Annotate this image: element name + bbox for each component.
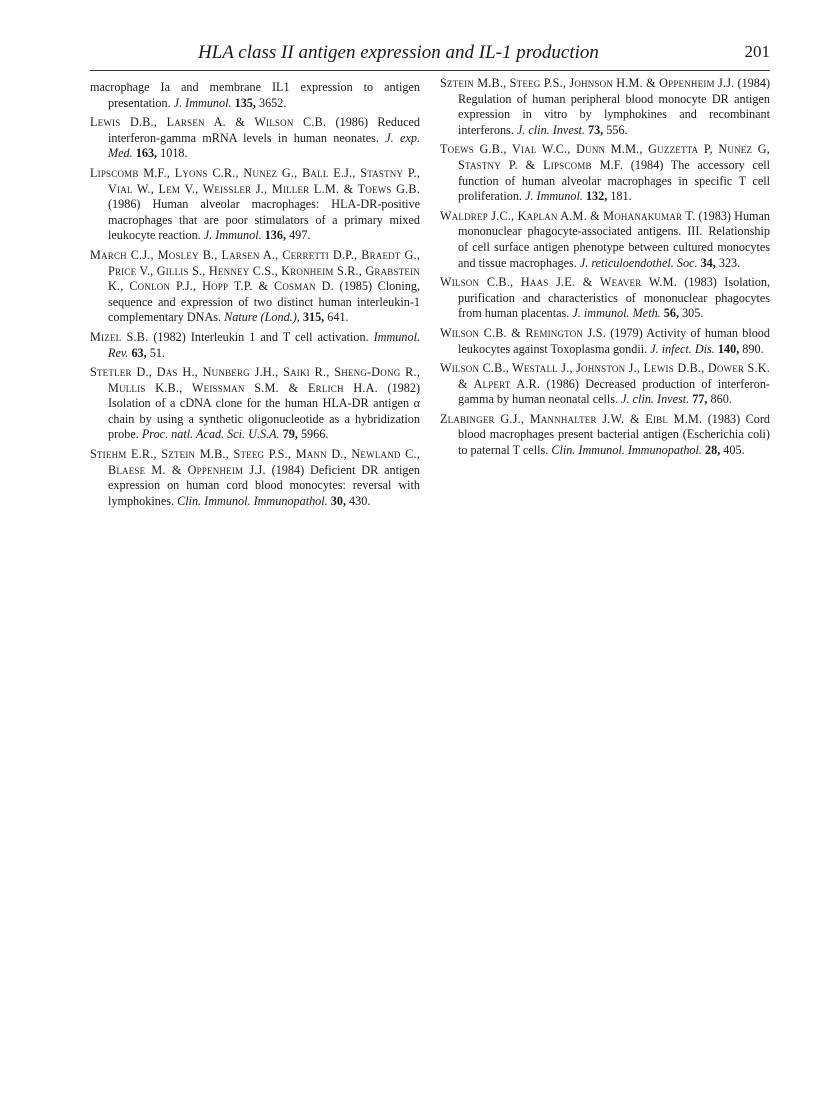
page-number: 201 (744, 42, 770, 61)
reference-journal: J. Immunol. (173, 95, 232, 110)
reference-volume: 56, (663, 306, 680, 321)
reference-title: (1982) Interleukin 1 and T cell activation. (153, 329, 369, 344)
reference-entry (440, 326, 770, 357)
reference-journal: Proc. natl. Acad. Sci. U.S.A. (141, 427, 280, 442)
reference-entry (90, 447, 420, 509)
reference-pages: 323. (718, 255, 741, 270)
reference-title: (1984) Regulation of human peripheral blood monocyte DR antigen expression in vitro by lymphokines and recombinant interferons. (458, 76, 771, 137)
reference-pages: 1018. (160, 146, 188, 161)
reference-title: (1985) Cloning, sequence and expression of two distinct human interleukin-1 complementary DNAs. (108, 279, 420, 325)
reference-pages: 641. (327, 310, 349, 325)
reference-journal: J. clin. Invest. (621, 392, 690, 407)
reference-entry (90, 166, 420, 244)
reference-title: (1983) Isolation, purification and characteristics of mononuclear phagocytes from human placentas. (458, 275, 770, 321)
reference-authors: Stiehm E.R., Sztein M.B., Steeg P.S., Mann D., Newland C., Blaese M. & Oppenheim J.J. (90, 447, 420, 477)
reference-authors: Wilson C.B., Westall J., Johnston J., Lewis D.B., Dower S.K. & Alpert A.R. (440, 361, 770, 391)
reference-authors: March C.J., Mosley B., Larsen A., Cerretti D.P., Braedt G., Price V., Gillis S., Henney C.S., Kronheim S.R., Grabstein K., Conlon P.J., Hopp T.P. & Cosman D. (90, 247, 420, 294)
reference-volume: 315, (302, 310, 325, 325)
reference-title: (1982) Isolation of a cDNA clone for the human HLA-DR antigen α chain by using a synthetic oligonucleotide as a hybridization probe. (108, 380, 421, 442)
reference-title: macrophage Ia and membrane IL1 expression to antigen presentation. (90, 80, 420, 110)
reference-authors: Waldrep J.C., Kaplan A.M. & Mohanakumar T. (440, 208, 696, 223)
reference-entry (90, 115, 420, 162)
reference-entry (440, 361, 770, 408)
reference-journal: J. clin. Invest. (516, 122, 585, 137)
reference-authors: Wilson C.B. & Remington J.S. (440, 325, 606, 340)
reference-entry (440, 142, 770, 204)
reference-authors: Zlabinger G.J., Mannhalter J.W. & Eibl M.M. (440, 411, 703, 426)
running-title: HLA class II antigen expression and IL-1 production (198, 42, 599, 63)
reference-volume: 77, (692, 392, 708, 407)
reference-title: (1986) Human alveolar macrophages: HLA-DR-positive macrophages that are poor stimulators of a primary mixed leukocyte reaction. (108, 197, 420, 243)
reference-pages: 5966. (300, 427, 329, 442)
reference-title: (1986) Decreased production of interferon-gamma by human neonatal cells. (458, 376, 770, 407)
reference-entry (90, 365, 420, 443)
reference-volume: 136, (264, 228, 287, 243)
reference-title: (1984) Deficient DR antigen expression on human cord blood monocytes: reversal with lymphokines. (108, 462, 421, 508)
reference-volume: 63, (131, 345, 147, 360)
reference-entry (90, 330, 420, 361)
reference-pages: 430. (349, 493, 371, 508)
reference-authors: Lewis D.B., Larsen A. & Wilson C.B. (90, 115, 327, 130)
reference-pages: 860. (710, 392, 732, 407)
reference-volume: 132, (585, 189, 608, 204)
running-header (90, 40, 770, 71)
reference-title: (1983) Cord blood macrophages present bacterial antigen (Escherichia coli) to paternal T cells. (458, 411, 771, 458)
reference-journal: J. infect. Dis. (650, 341, 715, 356)
reference-entry (440, 76, 770, 138)
references-right-column (440, 76, 770, 463)
reference-entry (90, 248, 420, 326)
reference-journal: J. exp. Med. (108, 130, 420, 161)
reference-journal: J. reticuloendothel. Soc. (579, 255, 698, 270)
reference-authors: Stetler D., Das H., Nunberg J.H., Saiki R., Sheng-Dong R., Mullis K.B., Weissman S.M. & Erlich H.A. (90, 365, 420, 395)
reference-pages: 51. (149, 345, 165, 360)
reference-pages: 497. (289, 228, 311, 243)
reference-entry (440, 275, 770, 322)
reference-authors: Sztein M.B., Steeg P.S., Johnson H.M. & Oppenheim J.J. (440, 76, 735, 90)
reference-journal: J. immunol. Meth. (572, 306, 661, 321)
reference-volume: 30, (330, 493, 346, 508)
references-left-column (90, 80, 420, 513)
reference-pages: 3652. (258, 95, 287, 110)
reference-title: (1986) Reduced interferon-gamma mRNA levels in human neonates. (108, 115, 421, 145)
reference-authors: Lipscomb M.F., Lyons C.R., Nunez G., Ball E.J., Stastny P., Vial W., Lem V., Weissler J., Miller L.M. & Toews G.B. (90, 165, 420, 196)
reference-pages: 305. (682, 306, 704, 321)
reference-title: (1983) Human mononuclear phagocyte-associated antigens. III. Relationship of cell surface antigen phenotype between cultured monocytes and tissue macrophages. (458, 208, 771, 270)
reference-volume: 135, (234, 95, 256, 110)
reference-pages: 890. (742, 341, 764, 356)
reference-journal: J. Immunol. (203, 228, 262, 243)
reference-pages: 556. (606, 122, 628, 137)
reference-volume: 163, (135, 146, 158, 161)
reference-entry (440, 412, 770, 459)
reference-authors: Toews G.B., Vial W.C., Dunn M.M., Guzzetta P, Nunez G, Stastny P. & Lipscomb M.F. (440, 142, 770, 172)
reference-pages: 181. (610, 189, 632, 204)
reference-journal: Clin. Immunol. Immunopathol. (551, 443, 702, 458)
reference-journal: Immunol. Rev. (108, 329, 421, 360)
reference-pages: 405. (723, 443, 745, 458)
reference-journal: Nature (Lond.), (224, 310, 300, 325)
reference-authors: Wilson C.B., Haas J.E. & Weaver W.M. (440, 275, 677, 290)
reference-journal: J. Immunol. (525, 189, 583, 204)
reference-entry (90, 80, 420, 111)
reference-journal: Clin. Immunol. Immunopathol. (177, 493, 328, 508)
reference-title: (1984) The accessory cell function of human alveolar macrophages in specific T cell proliferation. (458, 157, 771, 204)
reference-title: (1979) Activity of human blood leukocytes against Toxoplasma gondii. (458, 325, 770, 356)
reference-volume: 28, (705, 443, 721, 458)
reference-volume: 79, (282, 427, 298, 442)
reference-entry (440, 209, 770, 271)
reference-volume: 34, (700, 255, 716, 270)
reference-volume: 73, (587, 122, 604, 137)
reference-authors: Mizel S.B. (90, 329, 149, 344)
reference-volume: 140, (717, 341, 740, 356)
